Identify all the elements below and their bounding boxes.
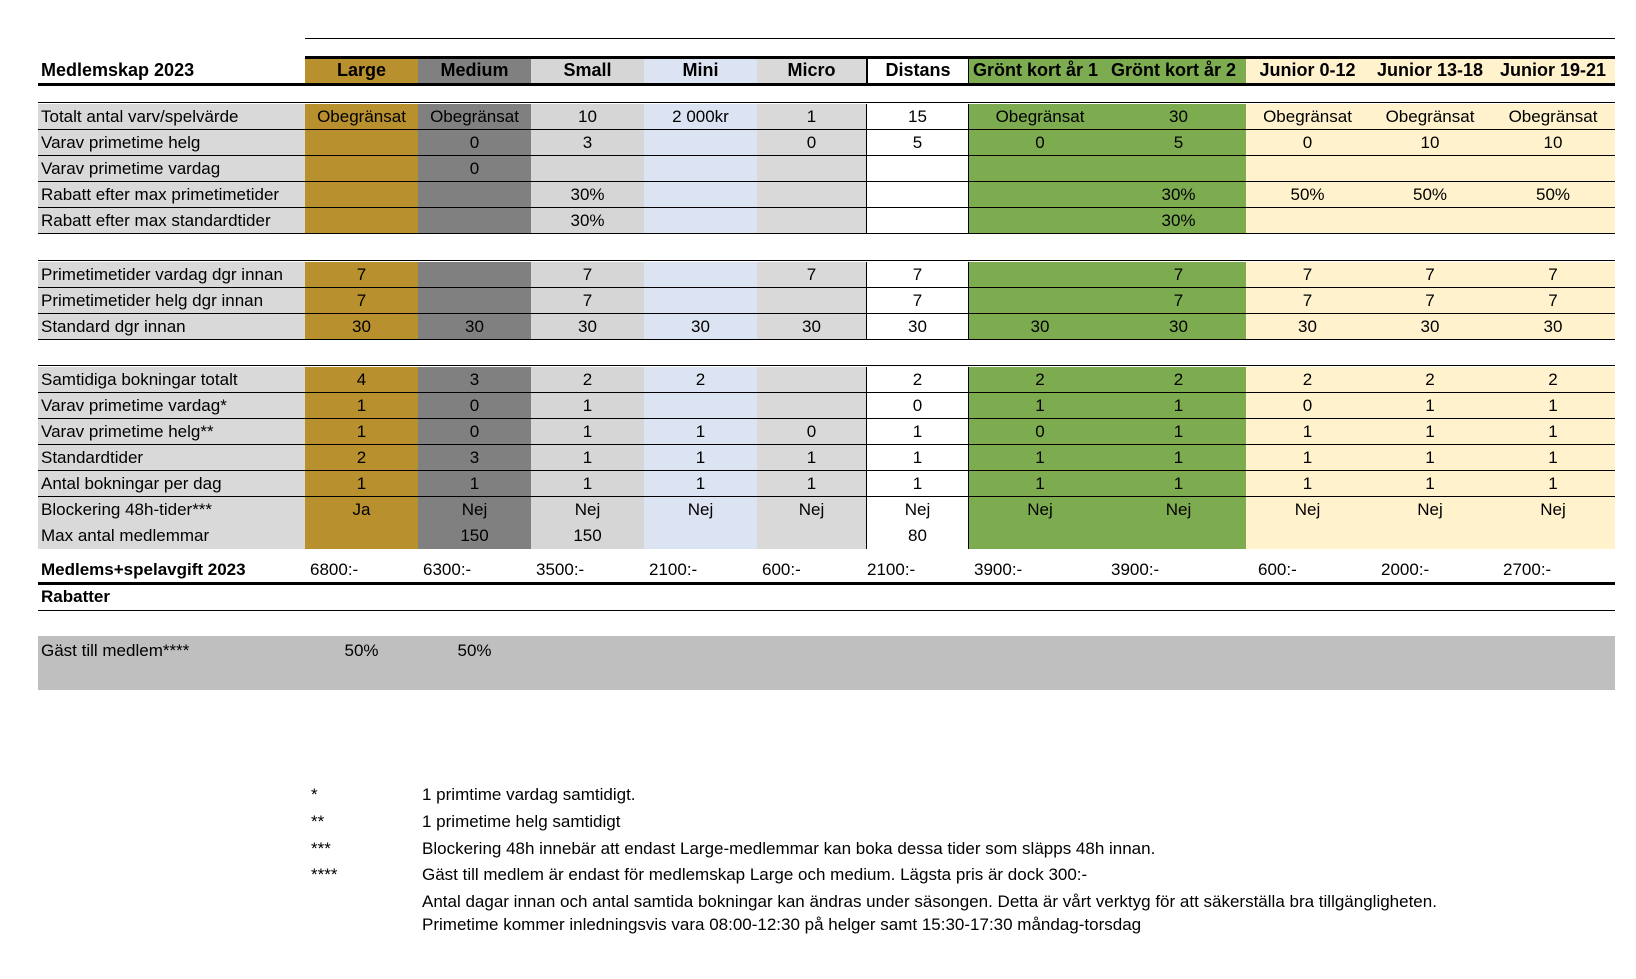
row-label-0-0: Totalt antal varv/spelvärde — [38, 104, 305, 130]
cell-0-4-6 — [969, 208, 1111, 234]
row-label-2-4: Antal bokningar per dag — [38, 471, 305, 497]
cell-1-0-1 — [418, 262, 531, 288]
cell-0-4-5 — [866, 208, 969, 234]
grid-line — [38, 83, 1615, 86]
cell-0-1-1: 0 — [418, 130, 531, 156]
cell-2-0-3: 2 — [644, 367, 757, 393]
footnote-mark: ** — [311, 812, 325, 831]
cell-2-4-0: 1 — [305, 471, 418, 497]
cell-1-1-10: 7 — [1491, 288, 1615, 314]
cell-2-5-4: Nej — [757, 497, 866, 523]
cell-0-0-7: 30 — [1111, 104, 1246, 130]
cell-2-3-4: 1 — [757, 445, 866, 471]
cell-0-3-7: 30% — [1111, 182, 1246, 208]
cell-0-3-3 — [644, 182, 757, 208]
cell-0-2-10 — [1491, 156, 1615, 182]
cell-0-1-10: 10 — [1491, 130, 1615, 156]
cell-2-2-4: 0 — [757, 419, 866, 445]
cell-2-4-10: 1 — [1491, 471, 1615, 497]
fee-2: 3500:- — [536, 560, 585, 579]
cell-1-0-2: 7 — [531, 262, 644, 288]
cell-2-4-6: 1 — [969, 471, 1111, 497]
cell-2-5-5: Nej — [866, 497, 969, 523]
column-header-junior-0-12: Junior 0-12 — [1246, 57, 1369, 84]
footnote-text: Blockering 48h innebär att endast Large-medlemmar kan boka dessa tider som släpps 48h innan. — [422, 839, 1156, 858]
cell-0-1-9: 10 — [1369, 130, 1491, 156]
cell-2-1-9: 1 — [1369, 393, 1491, 419]
cell-2-6-6 — [969, 523, 1111, 549]
cell-2-2-7: 1 — [1111, 419, 1246, 445]
cell-2-4-9: 1 — [1369, 471, 1491, 497]
row-label-0-4: Rabatt efter max standardtider — [38, 208, 305, 234]
row-label-2-1: Varav primetime vardag* — [38, 393, 305, 419]
cell-0-0-8: Obegränsat — [1246, 104, 1369, 130]
cell-1-2-6: 30 — [969, 314, 1111, 340]
cell-0-4-4 — [757, 208, 866, 234]
cell-0-2-6 — [969, 156, 1111, 182]
cell-0-1-3 — [644, 130, 757, 156]
cell-2-5-2: Nej — [531, 497, 644, 523]
column-header-small: Small — [531, 57, 644, 84]
cell-0-1-4: 0 — [757, 130, 866, 156]
grid-line — [38, 233, 1615, 234]
column-header-mini: Mini — [644, 57, 757, 84]
column-header-grönt-kort-år-1: Grönt kort år 1 — [969, 57, 1111, 84]
sheet-title: Medlemskap 2023 — [41, 60, 195, 80]
cell-0-2-4 — [757, 156, 866, 182]
cell-0-2-7 — [1111, 156, 1246, 182]
cell-0-2-9 — [1369, 156, 1491, 182]
cell-0-3-5 — [866, 182, 969, 208]
cell-2-5-8: Nej — [1246, 497, 1369, 523]
cell-2-6-9 — [1369, 523, 1491, 549]
cell-0-3-4 — [757, 182, 866, 208]
cell-2-0-0: 4 — [305, 367, 418, 393]
cell-0-0-2: 10 — [531, 104, 644, 130]
cell-2-6-0 — [305, 523, 418, 549]
footnote-text: 1 primetime helg samtidigt — [422, 812, 621, 831]
row-label-0-1: Varav primetime helg — [38, 130, 305, 156]
cell-2-2-3: 1 — [644, 419, 757, 445]
grid-line — [38, 610, 1615, 611]
footnote-mark: **** — [311, 865, 338, 884]
fee-4: 600:- — [762, 560, 801, 579]
fee-5: 2100:- — [867, 560, 916, 579]
cell-0-0-4: 1 — [757, 104, 866, 130]
cell-0-3-8: 50% — [1246, 182, 1369, 208]
footnote-mark: *** — [311, 839, 331, 858]
cell-0-4-7: 30% — [1111, 208, 1246, 234]
column-header-micro: Micro — [757, 57, 866, 84]
grid-line — [38, 339, 1615, 340]
cell-2-4-3: 1 — [644, 471, 757, 497]
cell-1-1-8: 7 — [1246, 288, 1369, 314]
cell-0-3-9: 50% — [1369, 182, 1491, 208]
cell-2-2-9: 1 — [1369, 419, 1491, 445]
footnote-text: 1 primtime vardag samtidigt. — [422, 785, 636, 804]
cell-1-0-7: 7 — [1111, 262, 1246, 288]
cell-2-6-2: 150 — [531, 523, 644, 549]
cell-1-2-3: 30 — [644, 314, 757, 340]
cell-1-1-7: 7 — [1111, 288, 1246, 314]
fee-6: 3900:- — [974, 560, 1023, 579]
fee-0: 6800:- — [310, 560, 359, 579]
cell-2-3-3: 1 — [644, 445, 757, 471]
cell-0-2-8 — [1246, 156, 1369, 182]
fee-9: 2000:- — [1381, 560, 1430, 579]
rabatter-label: Rabatter — [41, 587, 110, 606]
column-header-junior-13-18: Junior 13-18 — [1369, 57, 1491, 84]
fee-8: 600:- — [1258, 560, 1297, 579]
cell-0-0-1: Obegränsat — [418, 104, 531, 130]
column-header-distans: Distans — [866, 57, 969, 84]
cell-2-1-8: 0 — [1246, 393, 1369, 419]
cell-2-0-1: 3 — [418, 367, 531, 393]
cell-1-2-7: 30 — [1111, 314, 1246, 340]
cell-1-0-4: 7 — [757, 262, 866, 288]
cell-2-2-8: 1 — [1246, 419, 1369, 445]
cell-2-2-6: 0 — [969, 419, 1111, 445]
cell-0-2-2 — [531, 156, 644, 182]
column-header-large: Large — [305, 57, 418, 84]
cell-0-1-2: 3 — [531, 130, 644, 156]
cell-1-0-0: 7 — [305, 262, 418, 288]
cell-2-4-4: 1 — [757, 471, 866, 497]
guest-value-1: 50% — [457, 641, 492, 660]
cell-1-2-2: 30 — [531, 314, 644, 340]
cell-2-1-4 — [757, 393, 866, 419]
row-label-2-3: Standardtider — [38, 445, 305, 471]
cell-2-2-0: 1 — [305, 419, 418, 445]
cell-1-2-9: 30 — [1369, 314, 1491, 340]
column-header-junior-19-21: Junior 19-21 — [1491, 57, 1615, 84]
fee-label: Medlems+spelavgift 2023 — [41, 560, 246, 579]
cell-0-4-3 — [644, 208, 757, 234]
cell-2-1-2: 1 — [531, 393, 644, 419]
cell-2-5-3: Nej — [644, 497, 757, 523]
cell-0-1-6: 0 — [969, 130, 1111, 156]
cell-1-1-2: 7 — [531, 288, 644, 314]
cell-2-3-9: 1 — [1369, 445, 1491, 471]
cell-2-0-9: 2 — [1369, 367, 1491, 393]
cell-0-3-0 — [305, 182, 418, 208]
cell-1-0-5: 7 — [866, 262, 969, 288]
cell-2-1-0: 1 — [305, 393, 418, 419]
cell-2-5-6: Nej — [969, 497, 1111, 523]
cell-2-3-0: 2 — [305, 445, 418, 471]
cell-2-3-10: 1 — [1491, 445, 1615, 471]
cell-2-1-5: 0 — [866, 393, 969, 419]
cell-2-6-8 — [1246, 523, 1369, 549]
cell-1-2-4: 30 — [757, 314, 866, 340]
cell-0-2-5 — [866, 156, 969, 182]
cell-2-4-8: 1 — [1246, 471, 1369, 497]
cell-2-5-9: Nej — [1369, 497, 1491, 523]
cell-0-2-1: 0 — [418, 156, 531, 182]
cell-1-1-9: 7 — [1369, 288, 1491, 314]
cell-0-2-3 — [644, 156, 757, 182]
cell-2-2-5: 1 — [866, 419, 969, 445]
cell-0-4-9 — [1369, 208, 1491, 234]
column-header-grönt-kort-år-2: Grönt kort år 2 — [1111, 57, 1246, 84]
cell-1-1-5: 7 — [866, 288, 969, 314]
cell-2-5-10: Nej — [1491, 497, 1615, 523]
cell-2-6-3 — [644, 523, 757, 549]
cell-1-1-0: 7 — [305, 288, 418, 314]
cell-0-4-1 — [418, 208, 531, 234]
cell-2-4-1: 1 — [418, 471, 531, 497]
cell-2-0-6: 2 — [969, 367, 1111, 393]
cell-2-3-2: 1 — [531, 445, 644, 471]
cell-2-1-3 — [644, 393, 757, 419]
cell-0-1-5: 5 — [866, 130, 969, 156]
cell-1-2-0: 30 — [305, 314, 418, 340]
cell-2-1-10: 1 — [1491, 393, 1615, 419]
cell-1-1-3 — [644, 288, 757, 314]
cell-0-4-8 — [1246, 208, 1369, 234]
grid-line — [38, 260, 1615, 261]
cell-0-0-0: Obegränsat — [305, 104, 418, 130]
cell-0-1-7: 5 — [1111, 130, 1246, 156]
cell-2-6-7 — [1111, 523, 1246, 549]
fee-10: 2700:- — [1503, 560, 1552, 579]
cell-0-3-2: 30% — [531, 182, 644, 208]
row-label-2-0: Samtidiga bokningar totalt — [38, 367, 305, 393]
cell-2-0-5: 2 — [866, 367, 969, 393]
cell-2-5-1: Nej — [418, 497, 531, 523]
footnote-text: Gäst till medlem är endast för medlemskap Large och medium. Lägsta pris är dock 300:- — [422, 865, 1088, 884]
cell-0-3-6 — [969, 182, 1111, 208]
row-label-2-2: Varav primetime helg** — [38, 419, 305, 445]
row-label-1-1: Primetimetider helg dgr innan — [38, 288, 305, 314]
cell-2-0-7: 2 — [1111, 367, 1246, 393]
cell-1-2-8: 30 — [1246, 314, 1369, 340]
cell-1-2-5: 30 — [866, 314, 969, 340]
footnote-text: Antal dagar innan och antal samtida bokningar kan ändras under säsongen. Detta är vårt verktyg för att säkerställa bra tillgängligheten. — [422, 892, 1437, 911]
cell-0-0-9: Obegränsat — [1369, 104, 1491, 130]
guest-value-0: 50% — [344, 641, 379, 660]
cell-0-0-5: 15 — [866, 104, 969, 130]
grid-line — [38, 365, 1615, 366]
fee-7: 3900:- — [1111, 560, 1160, 579]
cell-1-2-1: 30 — [418, 314, 531, 340]
grid-line — [305, 38, 1615, 39]
cell-1-1-4 — [757, 288, 866, 314]
cell-0-2-0 — [305, 156, 418, 182]
row-label-1-0: Primetimetider vardag dgr innan — [38, 262, 305, 288]
cell-1-1-1 — [418, 288, 531, 314]
cell-0-4-10 — [1491, 208, 1615, 234]
cell-2-2-10: 1 — [1491, 419, 1615, 445]
guest-label: Gäst till medlem**** — [41, 641, 190, 660]
cell-1-0-6 — [969, 262, 1111, 288]
cell-2-6-5: 80 — [866, 523, 969, 549]
cell-2-3-1: 3 — [418, 445, 531, 471]
cell-0-0-6: Obegränsat — [969, 104, 1111, 130]
cell-0-0-10: Obegränsat — [1491, 104, 1615, 130]
cell-2-6-1: 150 — [418, 523, 531, 549]
cell-1-0-3 — [644, 262, 757, 288]
cell-2-3-5: 1 — [866, 445, 969, 471]
grid-line — [305, 56, 1615, 59]
row-label-1-2: Standard dgr innan — [38, 314, 305, 340]
cell-2-2-1: 0 — [418, 419, 531, 445]
cell-1-2-10: 30 — [1491, 314, 1615, 340]
cell-2-5-0: Ja — [305, 497, 418, 523]
cell-2-4-5: 1 — [866, 471, 969, 497]
cell-0-0-3: 2 000kr — [644, 104, 757, 130]
cell-2-2-2: 1 — [531, 419, 644, 445]
cell-2-4-7: 1 — [1111, 471, 1246, 497]
cell-2-0-2: 2 — [531, 367, 644, 393]
cell-2-0-8: 2 — [1246, 367, 1369, 393]
row-label-2-6: Max antal medlemmar — [38, 523, 305, 549]
row-label-0-2: Varav primetime vardag — [38, 156, 305, 182]
cell-0-3-10: 50% — [1491, 182, 1615, 208]
cell-2-5-7: Nej — [1111, 497, 1246, 523]
fee-1: 6300:- — [423, 560, 472, 579]
cell-2-0-4 — [757, 367, 866, 393]
cell-2-6-10 — [1491, 523, 1615, 549]
footnote-text: Primetime kommer inledningsvis vara 08:00-12:30 på helger samt 15:30-17:30 måndag-torsdag — [422, 915, 1142, 934]
cell-0-4-0 — [305, 208, 418, 234]
fee-3: 2100:- — [649, 560, 698, 579]
cell-2-6-4 — [757, 523, 866, 549]
row-label-0-3: Rabatt efter max primetimetider — [38, 182, 305, 208]
cell-2-4-2: 1 — [531, 471, 644, 497]
cell-0-4-2: 30% — [531, 208, 644, 234]
cell-2-0-10: 2 — [1491, 367, 1615, 393]
grid-line — [38, 102, 1615, 103]
cell-2-1-1: 0 — [418, 393, 531, 419]
cell-2-1-7: 1 — [1111, 393, 1246, 419]
cell-0-3-1 — [418, 182, 531, 208]
cell-1-0-8: 7 — [1246, 262, 1369, 288]
cell-0-1-8: 0 — [1246, 130, 1369, 156]
cell-2-3-8: 1 — [1246, 445, 1369, 471]
cell-1-0-10: 7 — [1491, 262, 1615, 288]
cell-0-1-0 — [305, 130, 418, 156]
cell-1-0-9: 7 — [1369, 262, 1491, 288]
cell-2-3-6: 1 — [969, 445, 1111, 471]
cell-2-1-6: 1 — [969, 393, 1111, 419]
footnote-mark: * — [311, 785, 318, 804]
column-header-medium: Medium — [418, 57, 531, 84]
cell-2-3-7: 1 — [1111, 445, 1246, 471]
cell-1-1-6 — [969, 288, 1111, 314]
row-label-2-5: Blockering 48h-tider*** — [38, 497, 305, 523]
